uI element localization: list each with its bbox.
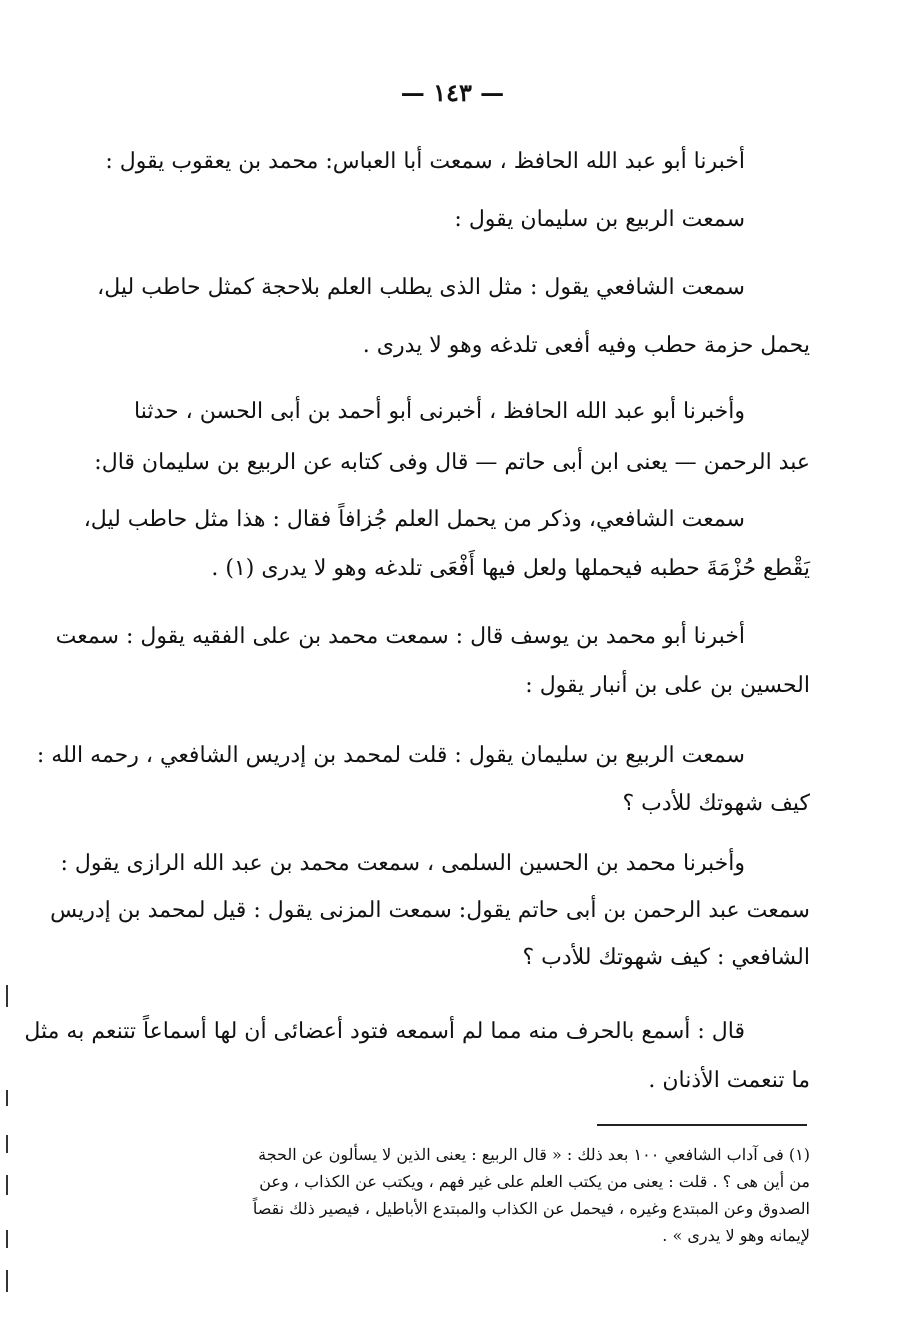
text-line: الحسين بن على بن أنبار يقول : — [525, 673, 810, 698]
scan-margin-mark — [6, 985, 8, 1007]
text-line: سمعت الربيع بن سليمان يقول : قلت لمحمد بن إدريس الشافعي ، رحمه الله : — [36, 743, 745, 768]
text-line: عبد الرحمن — يعنى ابن أبى حاتم — قال وفى كتابه عن الربيع بن سليمان قال: — [94, 450, 810, 475]
text-line: وأخبرنا محمد بن الحسين السلمى ، سمعت محمد بن عبد الله الرازى يقول : — [60, 851, 745, 876]
scan-margin-mark — [6, 1230, 8, 1248]
scan-margin-mark — [6, 1270, 8, 1292]
text-line: وأخبرنا أبو عبد الله الحافظ ، أخبرنى أبو أحمد بن أبى الحسن ، حدثنا — [134, 399, 745, 424]
footnote-line: لإيمانه وهو لا يدرى » . — [662, 1226, 810, 1245]
text-line: كيف شهوتك للأدب ؟ — [622, 791, 810, 816]
footnote-line: من أين هى ؟ . قلت : يعنى من يكتب العلم على غير فهم ، ويكتب عن الكذاب ، وعن — [259, 1172, 810, 1191]
text-line: يحمل حزمة حطب وفيه أفعى تلدغه وهو لا يدرى . — [362, 333, 810, 358]
text-line: أخبرنا أبو محمد بن يوسف قال : سمعت محمد بن على الفقيه يقول : سمعت — [55, 624, 745, 649]
text-line: يَقْطع حُزْمَةَ حطبه فيحملها ولعل فيها أَفْعَى تلدغه وهو لا يدرى (١) . — [211, 556, 810, 581]
page-number: — ١٤٣ — — [400, 78, 505, 107]
text-line: ما تنعمت الأذنان . — [648, 1068, 810, 1093]
scan-margin-mark — [6, 1135, 8, 1153]
text-line: سمعت الشافعي، وذكر من يحمل العلم جُزافاً فقال : هذا مثل حاطب ليل، — [83, 507, 745, 532]
footnote-line: (١) فى آداب الشافعي ١٠٠ بعد ذلك : « قال الربيع : يعنى الذين لا يسألون عن الحجة — [258, 1145, 810, 1164]
footnote-separator — [597, 1124, 807, 1126]
text-line: سمعت عبد الرحمن بن أبى حاتم يقول: سمعت المزنى يقول : قيل لمحمد بن إدريس — [50, 898, 810, 923]
text-line: الشافعي : كيف شهوتك للأدب ؟ — [522, 945, 810, 970]
text-line: سمعت الربيع بن سليمان يقول : — [454, 207, 745, 232]
text-line: أخبرنا أبو عبد الله الحافظ ، سمعت أبا العباس: محمد بن يعقوب يقول : — [105, 149, 745, 174]
scan-margin-mark — [6, 1175, 8, 1195]
text-line: سمعت الشافعي يقول : مثل الذى يطلب العلم بلاحجة كمثل حاطب ليل، — [97, 275, 745, 300]
scan-margin-mark — [6, 1090, 8, 1106]
text-line: قال : أسمع بالحرف منه مما لم أسمعه فتود أعضائى أن لها أسماعاً تتنعم به مثل — [24, 1019, 745, 1044]
footnote-line: الصدوق وعن المبتدع وغيره ، فيحمل عن الكذاب والمبتدع الأباطيل ، فيصير ذلك نقصاً — [252, 1199, 810, 1218]
